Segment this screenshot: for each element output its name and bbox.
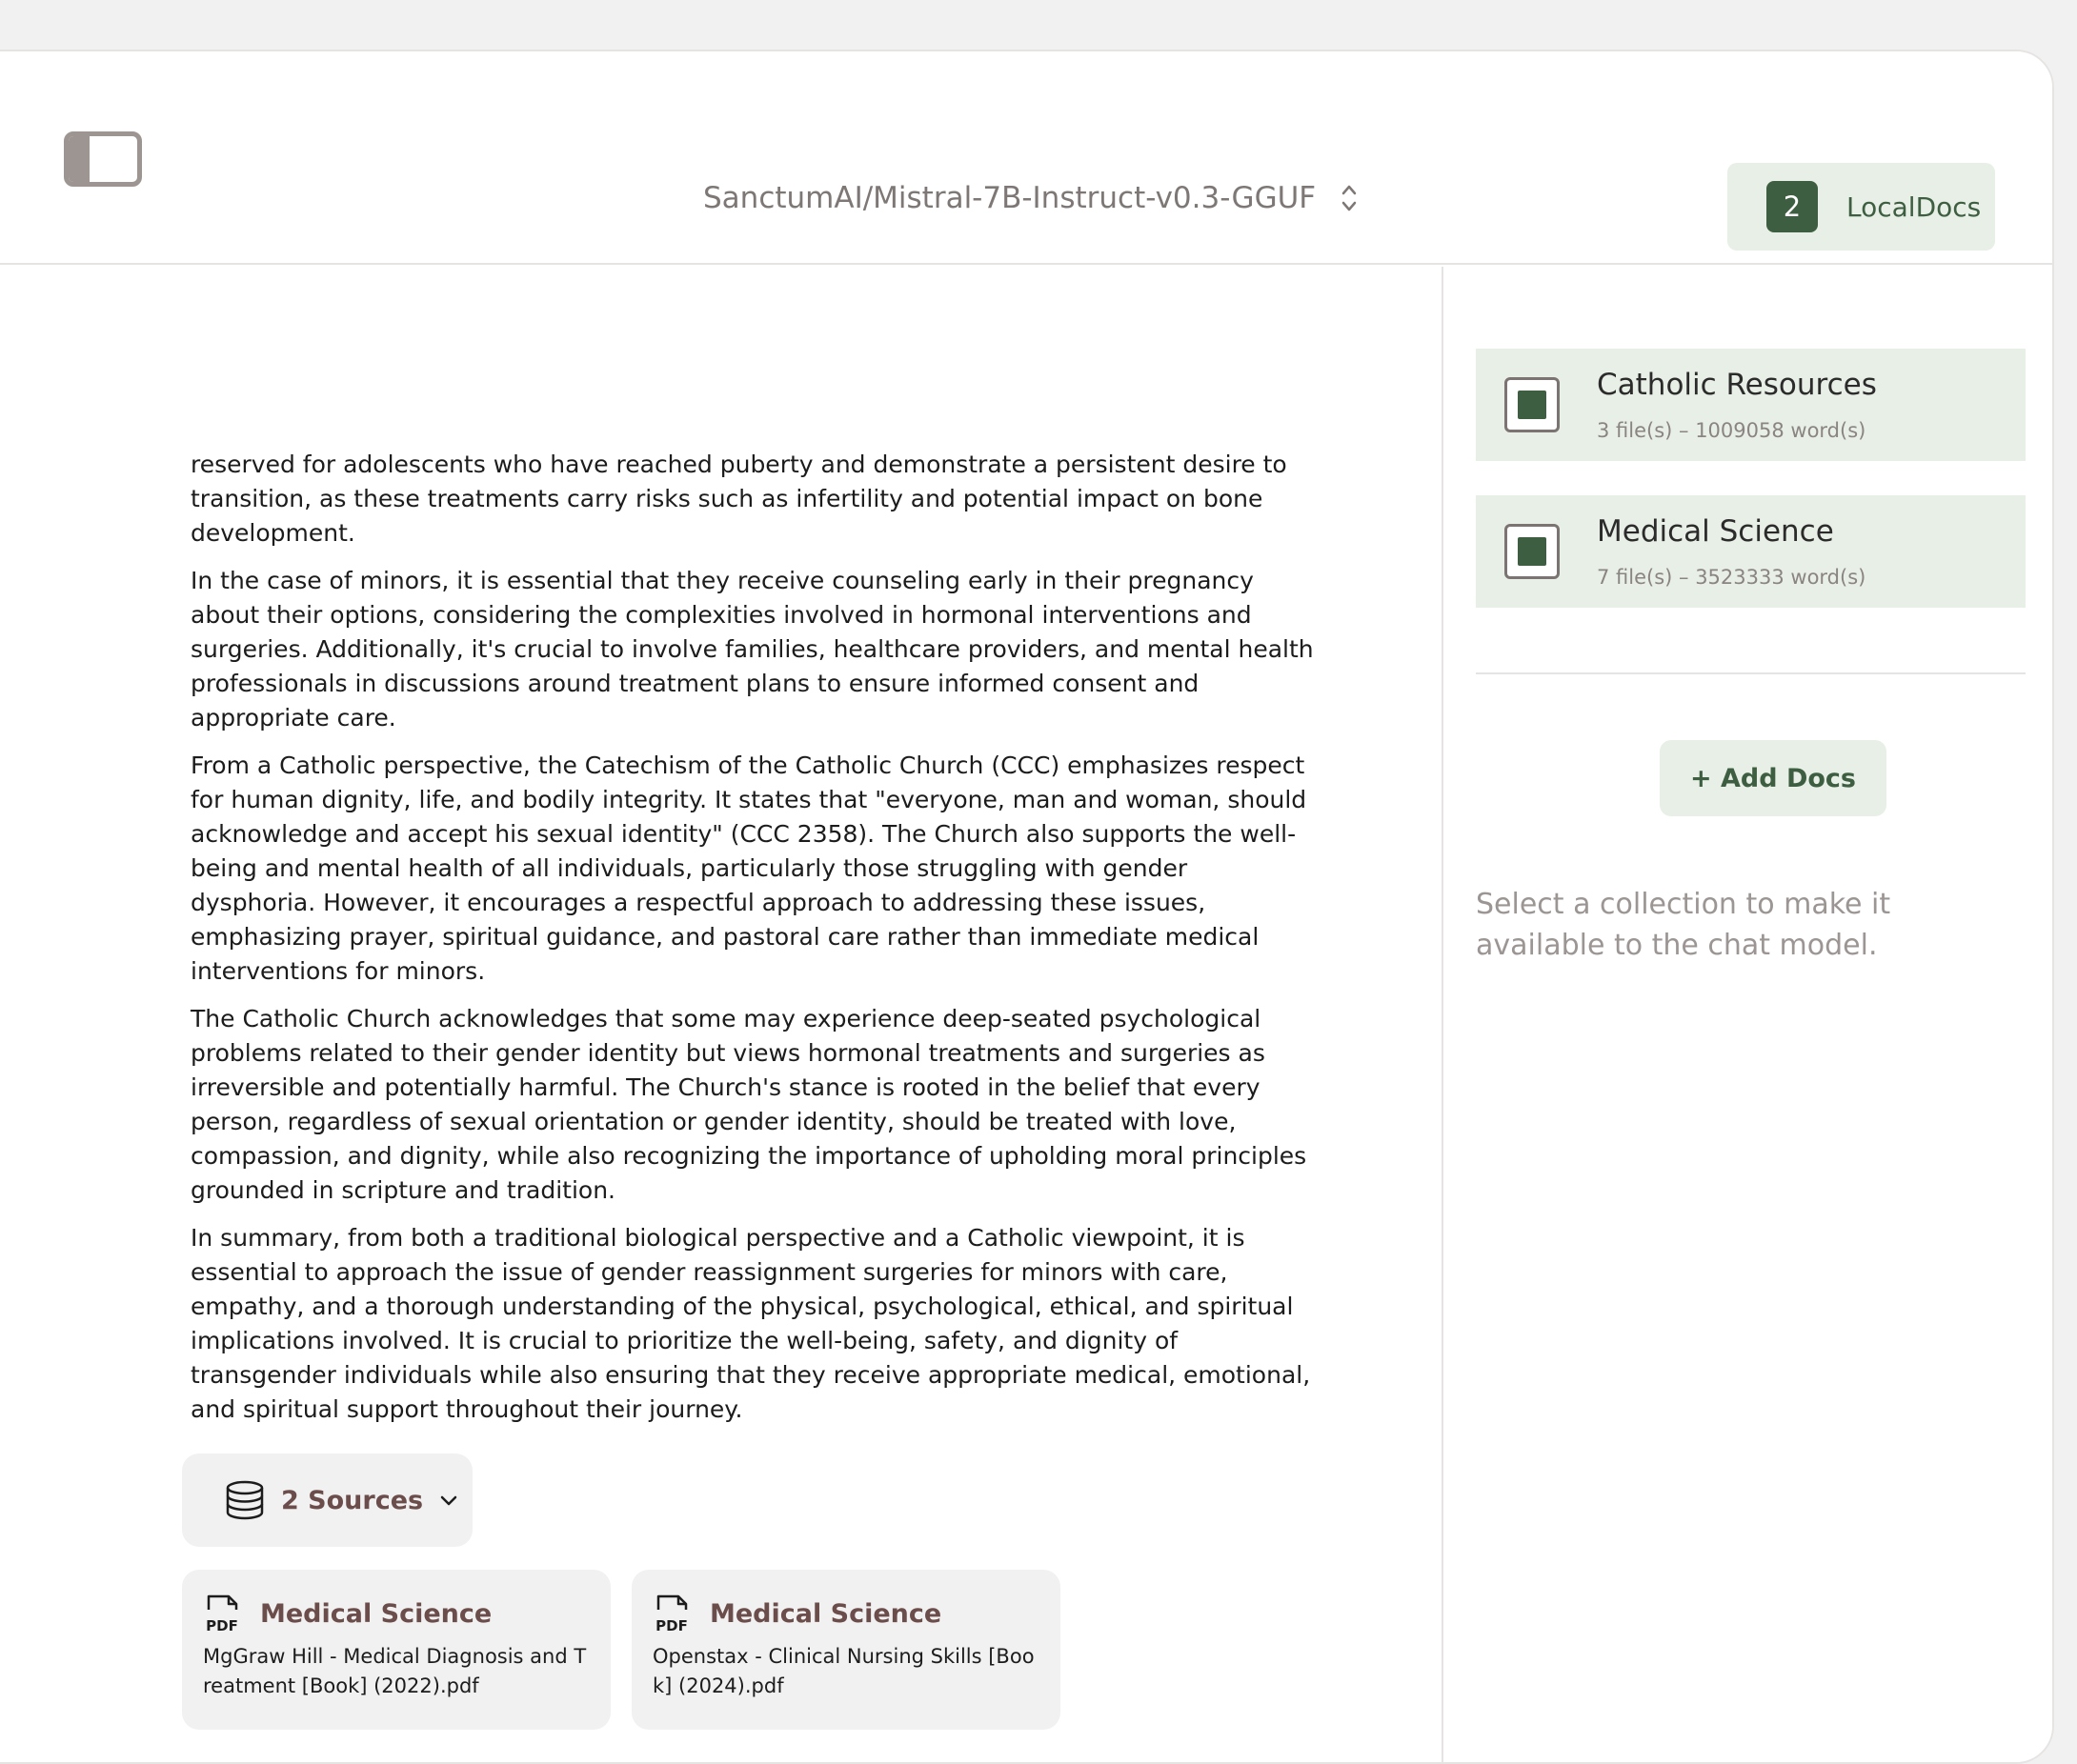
panel-hint-text: Select a collection to make it available to the chat model. [1476, 888, 1891, 962]
collection-checkbox[interactable] [1504, 524, 1560, 579]
message-paragraph: reserved for adolescents who have reached puberty and demonstrate a persistent desire to transition, as these treatments carry risks such as infertility and potential impact on bone development. [191, 451, 1287, 547]
model-selector[interactable] [703, 181, 1358, 215]
header-bar [0, 51, 2052, 265]
chevron-up-down-icon [1341, 183, 1358, 213]
model-name: SanctumAI/Mistral-7B-Instruct-v0.3-GGUF [703, 181, 1317, 215]
checkbox-checked-mark [1518, 391, 1546, 419]
sidebar-toggle-icon [69, 136, 90, 182]
collection-meta: 7 file(s) – 3523333 word(s) [1597, 566, 1866, 589]
pdf-icon-label: PDF [206, 1617, 238, 1634]
localdocs-panel [1442, 267, 2054, 1764]
checkbox-checked-mark [1518, 537, 1546, 566]
add-docs-button[interactable]: + Add Docs [1660, 740, 1886, 816]
pdf-icon-label: PDF [655, 1617, 688, 1634]
message-paragraph: In the case of minors, it is essential that they receive counseling early in their pregnancy about their options, considering the complexities involved in hormonal interventions and surgeries. Additionally, it's crucial to involve families, healthcare providers, and mental health professionals in discussions around treatment plans to ensure informed consent and appropriate care. [191, 567, 1314, 732]
collection-checkbox[interactable] [1504, 377, 1560, 432]
collection-item[interactable] [1476, 349, 2026, 461]
app-window [0, 50, 2054, 1764]
message-paragraph: In summary, from both a traditional biological perspective and a Catholic viewpoint, it is essential to approach the issue of gender reassignment surgeries for minors with care, empathy, and a thorough understanding of the physical, psychological, ethical, and spiritual implications involved. It is crucial to prioritize the well-being, safety, and dignity of transgender individuals while also ensuring that they receive appropriate medical, emotional, and spiritual support throughout their journey. [191, 1224, 1311, 1423]
localdocs-button[interactable] [1727, 163, 1995, 251]
message-paragraph: The Catholic Church acknowledges that some may experience deep-seated psychological problems related to their gender identity but views hormonal treatments and surgeries as irreversible and potentially harmful. The Church's stance is rooted in the belief that every person, regardless of sexual orientation or gender identity, should be treated with love, compassion, and dignity, while also recognizing the importance of upholding moral principles grounded in scripture and tradition. [191, 1005, 1307, 1204]
source-collection-name: Medical Science [260, 1598, 493, 1629]
chat-area[interactable] [0, 267, 1442, 1764]
source-file-name: MgGraw Hill - Medical Diagnosis and Treatment [Book] (2022).pdf [203, 1645, 587, 1697]
localdocs-label: LocalDocs [1846, 190, 1982, 223]
sources-label: 2 Sources [281, 1485, 424, 1515]
database-icon [224, 1479, 266, 1521]
source-collection-name: Medical Science [710, 1598, 942, 1629]
collection-name: Catholic Resources [1597, 368, 1877, 402]
source-file-name: Openstax - Clinical Nursing Skills [Book] (2024).pdf [653, 1645, 1035, 1697]
sources-toggle-button[interactable] [182, 1453, 473, 1547]
collection-meta: 3 file(s) – 1009058 word(s) [1597, 419, 1866, 442]
localdocs-count-badge: 2 [1766, 181, 1818, 232]
chevron-down-icon [438, 1490, 459, 1511]
collection-item[interactable] [1476, 495, 2026, 608]
assistant-message [191, 448, 1315, 1440]
message-paragraph: From a Catholic perspective, the Catechism of the Catholic Church (CCC) emphasizes respect for human dignity, life, and bodily integrity. It states that "everyone, man and woman, should acknowledge and accept his sexual identity" (CCC 2358). The Church also supports the well-being and mental health of all individuals, particularly those struggling with gender dysphoria. However, it encourages a respectful approach to addressing these issues, emphasizing prayer, spiritual guidance, and pastoral care rather than immediate medical interventions for minors. [191, 752, 1307, 985]
pdf-file-icon [653, 1593, 695, 1634]
sidebar-toggle-button[interactable] [64, 131, 142, 187]
panel-divider [1476, 672, 2026, 674]
collection-name: Medical Science [1597, 514, 1834, 549]
pdf-file-icon [203, 1593, 245, 1634]
